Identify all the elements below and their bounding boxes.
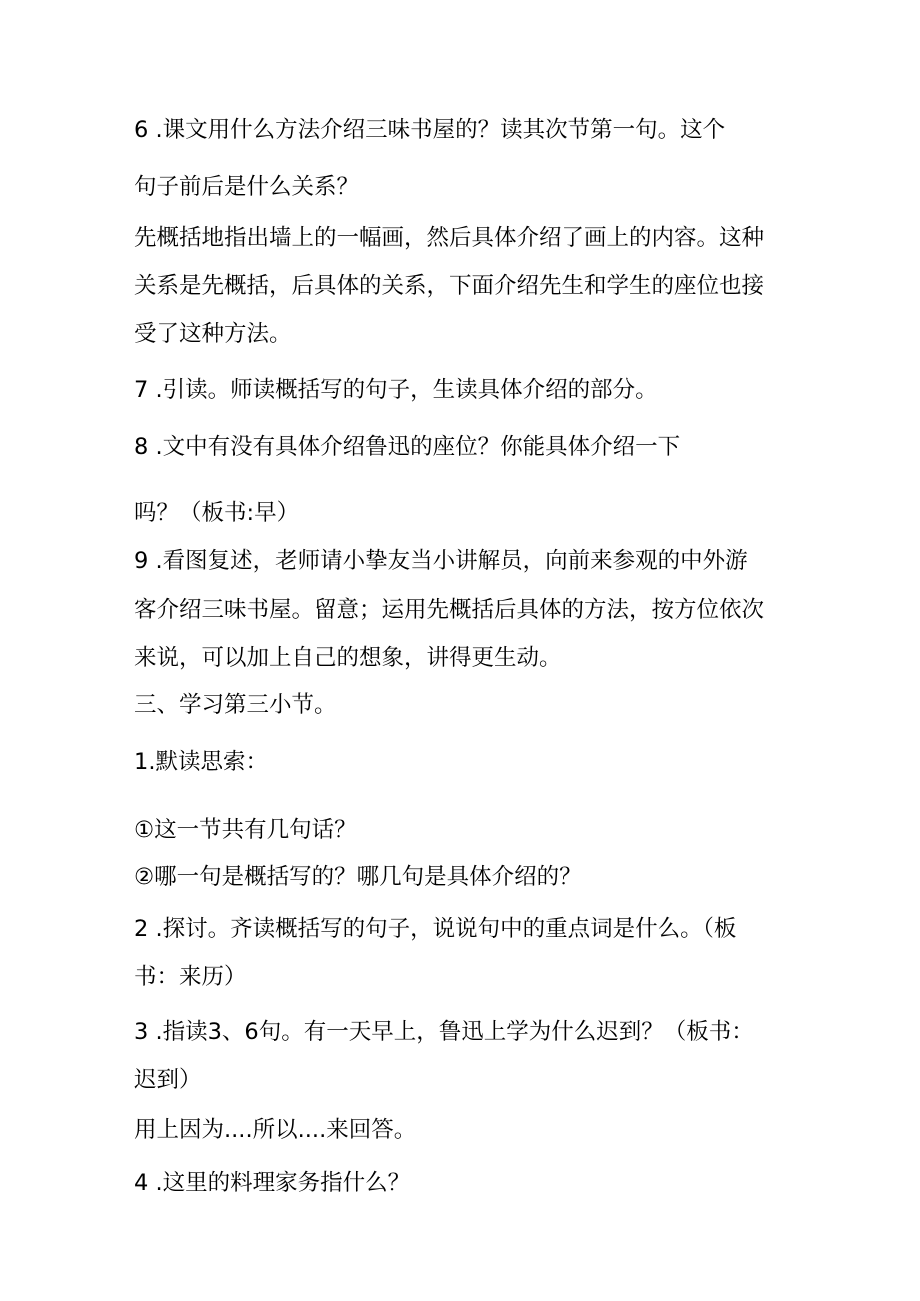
text-line: ①这一节共有几句话？ [134, 817, 357, 843]
text-line: 1.默读思索： [134, 749, 268, 775]
text-line: 用上因为....所以....来回答。 [134, 1117, 417, 1143]
text-line: 客介绍三味书屋。留意；运用先概括后具体的方法，按方位依次 [134, 597, 765, 623]
text-line: 迟到） [134, 1067, 202, 1093]
text-line: 吗？（板书:早） [134, 500, 300, 526]
section-heading: 三、学习第三小节。 [134, 692, 337, 718]
text-line: 4 .这里的料理家务指什么？ [134, 1170, 411, 1196]
text-line: 先概括地指出墙上的一幅画，然后具体介绍了画上的内容。这种 [134, 225, 765, 251]
text-line: ②哪一句是概括写的？哪几句是具体介绍的？ [134, 864, 582, 890]
text-line: 8 .文中有没有具体介绍鲁迅的座位？你能具体介绍一下 [134, 434, 681, 460]
text-line: 9 .看图复述，老师请小挚友当小讲解员，向前来参观的中外游 [134, 548, 748, 574]
text-line: 句子前后是什么关系？ [134, 174, 360, 200]
text-line: 书：来历） [134, 964, 247, 990]
text-line: 7 .引读。师读概括写的句子，生读具体介绍的部分。 [134, 377, 658, 403]
text-line: 来说，可以加上自己的想象，讲得更生动。 [134, 645, 562, 671]
text-line: 6 .课文用什么方法介绍三味书屋的？读其次节第一句。这个 [134, 117, 726, 143]
text-line: 2 .探讨。齐读概括写的句子，说说句中的重点词是什么。（板 [134, 916, 737, 942]
text-line: 3 .指读3、6句。有一天早上，鲁迅上学为什么迟到？（板书： [134, 1019, 754, 1045]
text-line: 受了这种方法。 [134, 321, 292, 347]
text-line: 关系是先概括，后具体的关系，下面介绍先生和学生的座位也接 [134, 273, 765, 299]
